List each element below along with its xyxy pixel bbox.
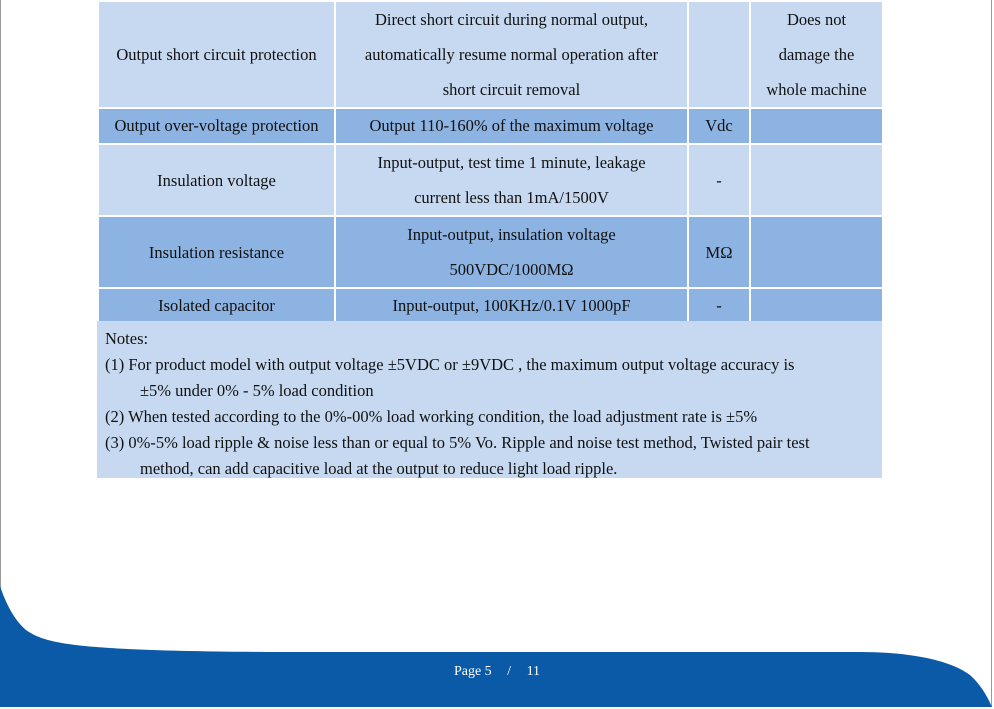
condition-line: short circuit removal [442,80,581,99]
unit-cell: - [688,288,750,324]
condition-cell: Output 110-160% of the maximum voltage [335,108,688,144]
remark-line: Does not [786,10,847,29]
note-2: (2) When tested according to the 0%-00% load working condition, the load adjustment rate is ±5% [105,407,758,426]
item-cell: Insulation voltage [98,144,335,216]
condition-line: 500VDC/1000MΩ [449,260,574,279]
condition-line: automatically resume normal operation after [364,45,659,64]
condition-cell [335,144,688,216]
note-3: (3) 0%-5% load ripple & noise less than or equal to 5% Vo. Ripple and noise test method, Twisted pair test [105,433,810,452]
condition-line: Input-output, test time 1 minute, leakage [377,153,646,172]
condition-cell: Input-output, 100KHz/0.1V 1000pF [335,288,688,324]
note-1-continuation: ±5% under 0% - 5% load condition [140,381,374,400]
page-separator: / [507,664,512,679]
table-row [98,144,883,216]
item-cell: Isolated capacitor [98,288,335,324]
table-row [98,1,883,108]
remark-line: damage the [778,45,855,64]
notes-heading: Notes: [105,329,149,348]
note-1: (1) For product model with output voltage ±5VDC or ±9VDC , the maximum output voltage accuracy is [105,355,795,374]
unit-cell [688,1,750,108]
note-3-continuation: method, can add capacitive load at the output to reduce light load ripple. [140,459,618,478]
condition-line: Direct short circuit during normal output, [374,10,649,29]
table-row [98,288,883,324]
item-cell: Output short circuit protection [98,1,335,108]
condition-line: Input-output, insulation voltage [407,225,616,244]
item-cell: Insulation resistance [98,216,335,288]
remark-line: whole machine [766,80,867,99]
table-row [98,108,883,144]
condition-line: current less than 1mA/1500V [414,188,609,207]
remark-cell [750,108,883,144]
page-label: Page 5 [453,664,492,679]
condition-cell [335,1,688,108]
condition-cell [335,216,688,288]
remark-cell [750,1,883,108]
spec-table [97,0,884,325]
footer-wave [0,580,994,709]
page-total: 11 [526,664,541,679]
unit-cell: Vdc [688,108,750,144]
table-row [98,216,883,288]
notes-section [97,321,882,478]
page-number [0,664,994,680]
unit-cell: MΩ [688,216,750,288]
remark-cell [750,288,883,324]
unit-cell: - [688,144,750,216]
remark-cell [750,144,883,216]
remark-cell [750,216,883,288]
item-cell: Output over-voltage protection [98,108,335,144]
